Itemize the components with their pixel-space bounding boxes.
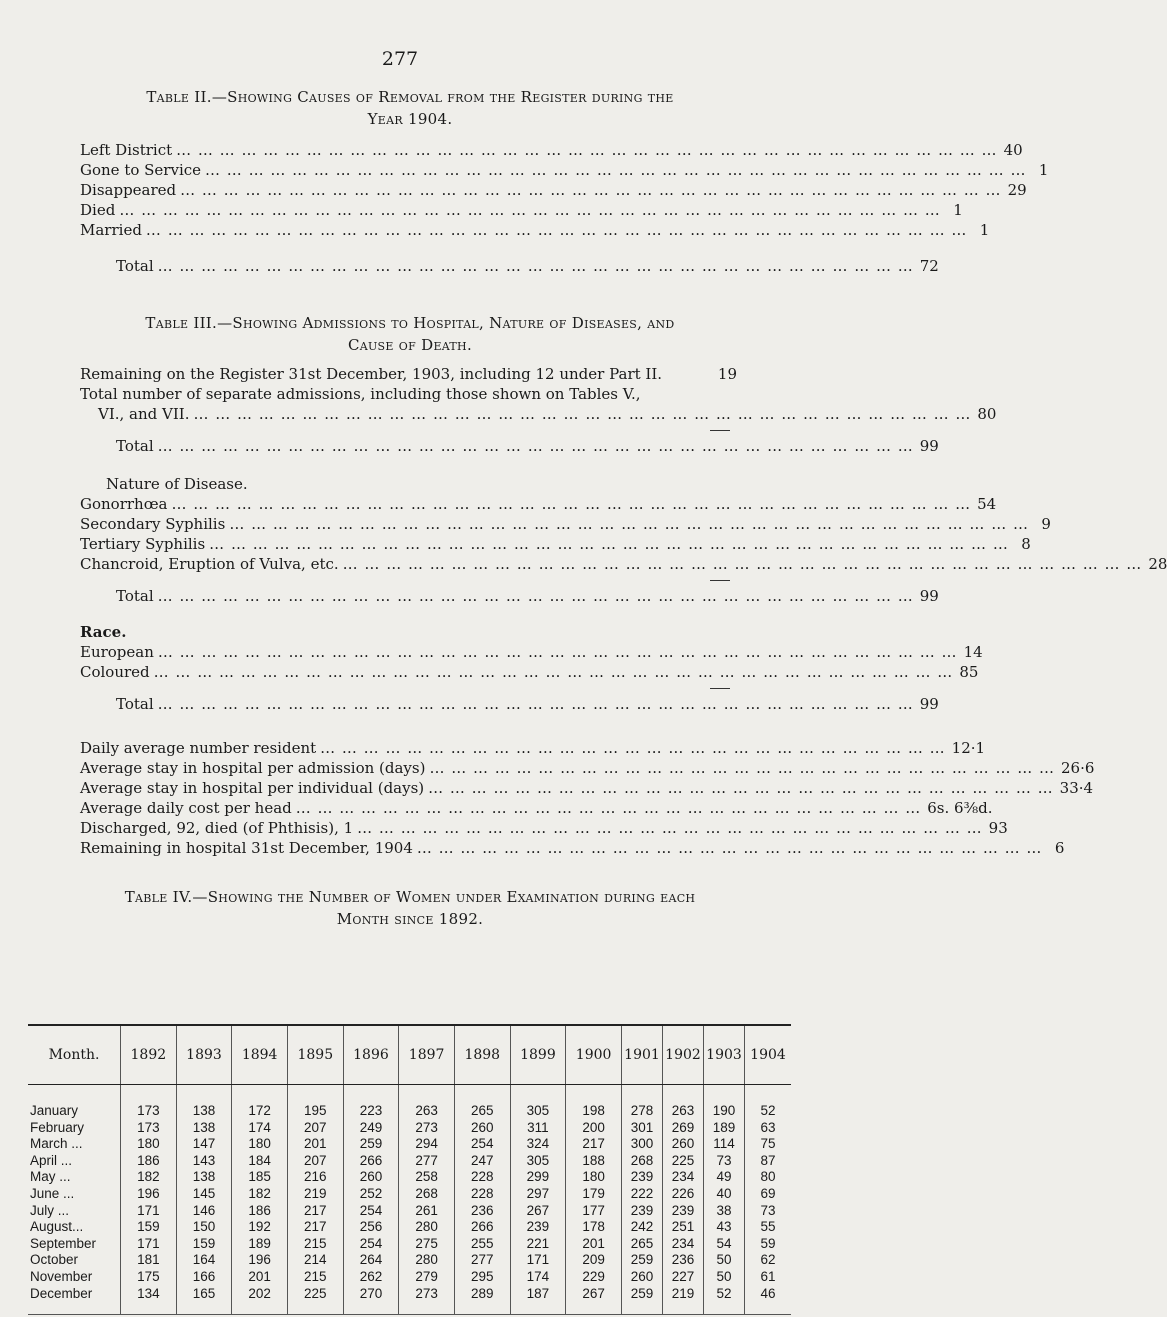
table-row (28, 1153, 791, 1170)
month-cell: December (28, 1286, 121, 1315)
value-cell: 273 (399, 1120, 455, 1137)
row-value: 93 (988, 819, 1008, 837)
value-cell: 261 (399, 1203, 455, 1220)
column-header: 1901 (622, 1025, 663, 1085)
value-cell: 221 (510, 1236, 566, 1253)
value-cell: 297 (510, 1186, 566, 1203)
value-cell: 196 (232, 1252, 288, 1269)
value-cell: 226 (663, 1186, 704, 1203)
month-cell: January (30, 1103, 79, 1118)
total-value: 99 (919, 587, 939, 605)
value-cell: 280 (399, 1219, 455, 1236)
total-value: 99 (919, 437, 939, 455)
row-value: 1 (953, 201, 963, 219)
value-cell: 324 (510, 1136, 566, 1153)
value-cell: 234 (663, 1169, 704, 1186)
value-cell: 268 (399, 1186, 455, 1203)
table2-title-line2: Year 1904. (367, 110, 453, 128)
row-label: Disappeared (80, 181, 177, 199)
value-cell: 263 (663, 1103, 704, 1120)
row-value: 26·6 (1060, 759, 1095, 777)
value-cell: 234 (663, 1236, 704, 1253)
table3-title-line2: Cause of Death. (347, 336, 473, 354)
value-cell: 189 (704, 1120, 745, 1137)
total-value: 72 (919, 257, 939, 275)
table2-title-line1: Table II.—Showing Causes of Removal from the Register during the (146, 88, 674, 106)
row-value: 28 (1148, 555, 1167, 573)
row-label: Died (80, 201, 116, 219)
value-cell: 256 (343, 1219, 399, 1236)
value-cell: 254 (454, 1136, 510, 1153)
value-cell: 73 (745, 1203, 792, 1220)
value-cell: 172 (232, 1103, 288, 1120)
value-cell: 254 (343, 1203, 399, 1220)
value-cell: 217 (287, 1203, 343, 1220)
value-cell: 260 (343, 1169, 399, 1186)
page-number: 277 (381, 48, 419, 70)
value-cell: 265 (622, 1236, 663, 1253)
value-cell: 268 (622, 1153, 663, 1170)
table4-title-line2: Month since 1892. (336, 910, 484, 928)
table-row (28, 1120, 791, 1137)
table4-title (80, 886, 740, 930)
value-cell: 239 (663, 1203, 704, 1220)
value-cell: 239 (510, 1219, 566, 1236)
value-cell: 209 (566, 1252, 622, 1269)
value-cell: 182 (121, 1169, 177, 1186)
value-cell: 301 (622, 1120, 663, 1137)
table-row (28, 1286, 791, 1315)
row-label: Daily average number resident (80, 739, 317, 757)
row-label: Coloured (80, 663, 150, 681)
value-cell: 145 (176, 1186, 232, 1203)
row-label: Gone to Service (80, 161, 202, 179)
race-row: European … … … … … … … … … … … … … … … … … … … … … … … … … … … … … … … … … … … … … 14 (80, 643, 983, 661)
nature-heading: Nature of Disease. (106, 475, 248, 493)
row-label: Gonorrhœa (80, 495, 168, 513)
row-label: Remaining in hospital 31st December, 1904 (80, 839, 413, 857)
disease-row: Tertiary Syphilis … … … … … … … … … … … … … … … … … … … … … … … … … … … … … … … … … … … … … 8 (80, 535, 1031, 553)
disease-row: Gonorrhœa … … … … … … … … … … … … … … … … … … … … … … … … … … … … … … … … … … … … … 54 (80, 495, 997, 513)
value-cell: 188 (566, 1153, 622, 1170)
row-label: Average daily cost per head (80, 799, 292, 817)
value-cell: 185 (232, 1169, 288, 1186)
column-header: 1895 (287, 1025, 343, 1085)
value-cell: 192 (232, 1219, 288, 1236)
value-cell: 87 (745, 1153, 792, 1170)
stat-row: Average daily cost per head … … … … … … … … … … … … … … … … … … … … … … … … … … … … … 6s. 6⅜d. (80, 799, 993, 817)
column-header: 1894 (232, 1025, 288, 1085)
table2-row: Died … … … … … … … … … … … … … … … … … … … … … … … … … … … … … … … … … … … … … … 1 (80, 201, 963, 219)
total-label: Total (116, 437, 154, 455)
value-cell: 263 (399, 1103, 455, 1120)
value-cell: 134 (121, 1286, 177, 1315)
value-cell: 305 (510, 1103, 566, 1120)
table3-total3-row: Total … … … … … … … … … … … … … … … … … … … … … … … … … … … … … … … … … … … 99 (116, 695, 939, 713)
column-header: 1899 (510, 1025, 566, 1085)
value-cell: 143 (176, 1153, 232, 1170)
value-cell: 267 (510, 1203, 566, 1220)
value-cell: 147 (176, 1136, 232, 1153)
row-value: 6 (1054, 839, 1065, 857)
value-cell: 219 (663, 1286, 704, 1315)
value-cell: 50 (704, 1269, 745, 1286)
table2-row: Disappeared … … … … … … … … … … … … … … … … … … … … … … … … … … … … … … … … … … … … … … 29 (80, 181, 1027, 199)
value-cell: 207 (287, 1153, 343, 1170)
value-cell: 255 (454, 1236, 510, 1253)
table-row (28, 1203, 791, 1220)
row-value: 85 (959, 663, 979, 681)
value-cell: 184 (232, 1153, 288, 1170)
value-cell: 259 (622, 1252, 663, 1269)
value-cell: 305 (510, 1153, 566, 1170)
table-row (28, 1103, 791, 1120)
value-cell: 179 (566, 1186, 622, 1203)
value-cell: 269 (663, 1120, 704, 1137)
value-cell: 196 (121, 1186, 177, 1203)
value-cell: 175 (121, 1269, 177, 1286)
value-cell: 171 (121, 1203, 177, 1220)
table-row (28, 1219, 791, 1236)
value-cell: 266 (343, 1153, 399, 1170)
value-cell: 177 (566, 1203, 622, 1220)
table4-title-line1: Table IV.—Showing the Number of Women under Examination during each (124, 888, 696, 906)
row-label: Average stay in hospital per admission (days) (80, 759, 426, 777)
value-cell: 266 (454, 1219, 510, 1236)
value-cell: 225 (663, 1153, 704, 1170)
value-cell: 267 (566, 1286, 622, 1315)
value-cell: 249 (343, 1120, 399, 1137)
value-cell: 228 (454, 1169, 510, 1186)
row-value: 6s. 6⅜d. (927, 799, 993, 817)
value-cell: 217 (566, 1136, 622, 1153)
value-cell: 49 (704, 1169, 745, 1186)
column-header: 1898 (454, 1025, 510, 1085)
value-cell: 55 (745, 1219, 792, 1236)
value-cell: 201 (287, 1136, 343, 1153)
value-cell: 223 (343, 1103, 399, 1120)
value-cell: 265 (454, 1103, 510, 1120)
column-header: 1900 (566, 1025, 622, 1085)
value-cell: 62 (745, 1252, 792, 1269)
row-label: Chancroid, Eruption of Vulva, etc. (80, 555, 339, 573)
value-cell: 178 (566, 1219, 622, 1236)
value-cell: 279 (399, 1269, 455, 1286)
table3-total2-row: Total … … … … … … … … … … … … … … … … … … … … … … … … … … … … … … … … … … … 99 (116, 587, 939, 605)
value-cell: 227 (663, 1269, 704, 1286)
admissions-value: 80 (977, 405, 997, 423)
value-cell: 260 (454, 1120, 510, 1137)
value-cell: 171 (121, 1236, 177, 1253)
value-cell: 280 (399, 1252, 455, 1269)
value-cell: 180 (121, 1136, 177, 1153)
value-cell: 190 (704, 1103, 745, 1120)
value-cell: 173 (121, 1103, 177, 1120)
table-row (28, 1252, 791, 1269)
value-cell: 182 (232, 1186, 288, 1203)
stat-row: Average stay in hospital per admission (days) … … … … … … … … … … … … … … … … … … … … … … … … … … … … … 26·6 (80, 759, 1095, 777)
value-cell: 311 (510, 1120, 566, 1137)
value-cell: 159 (176, 1236, 232, 1253)
value-cell: 254 (343, 1236, 399, 1253)
value-cell: 277 (399, 1153, 455, 1170)
table2-row: Married … … … … … … … … … … … … … … … … … … … … … … … … … … … … … … … … … … … … … … 1 (80, 221, 990, 239)
stat-row: Remaining in hospital 31st December, 1904 … … … … … … … … … … … … … … … … … … … … … … … … … … … … … 6 (80, 839, 1065, 857)
value-cell: 165 (176, 1286, 232, 1315)
value-cell: 52 (745, 1103, 792, 1120)
value-cell: 270 (343, 1286, 399, 1315)
stat-row: Average stay in hospital per individual (days) … … … … … … … … … … … … … … … … … … … … … … … … … … … … … 33·4 (80, 779, 1094, 797)
value-cell: 225 (287, 1286, 343, 1315)
month-cell: February (30, 1119, 85, 1135)
value-cell: 252 (343, 1186, 399, 1203)
column-header: 1903 (704, 1025, 745, 1085)
row-value: 8 (1021, 535, 1031, 553)
disease-row: Chancroid, Eruption of Vulva, etc. … … … … … … … … … … … … … … … … … … … … … … … … … … … … … … … … … … … … … 28 (80, 555, 1167, 573)
value-cell: 138 (176, 1120, 232, 1137)
table3-title-line1: Table III.—Showing Admissions to Hospital, Nature of Diseases, and (145, 314, 675, 332)
value-cell: 180 (566, 1169, 622, 1186)
stat-row: Daily average number resident … … … … … … … … … … … … … … … … … … … … … … … … … … … … … 12·1 (80, 739, 986, 757)
value-cell: 207 (287, 1120, 343, 1137)
row-value: 54 (977, 495, 997, 513)
month-cell: March ... (30, 1136, 83, 1152)
value-cell: 174 (510, 1269, 566, 1286)
admissions-line2: VI., and VII. (98, 405, 190, 423)
column-header: 1893 (176, 1025, 232, 1085)
value-cell: 214 (287, 1252, 343, 1269)
value-cell: 138 (176, 1103, 232, 1120)
table2-row: Left District … … … … … … … … … … … … … … … … … … … … … … … … … … … … … … … … … … … … … … 40 (80, 141, 1023, 159)
column-header: 1892 (121, 1025, 177, 1085)
row-label: Left District (80, 141, 173, 159)
value-cell: 216 (287, 1169, 343, 1186)
table2-row: Gone to Service … … … … … … … … … … … … … … … … … … … … … … … … … … … … … … … … … … … … … … 1 (80, 161, 1049, 179)
value-cell: 171 (510, 1252, 566, 1269)
value-cell: 262 (343, 1269, 399, 1286)
table2-total-row: Total … … … … … … … … … … … … … … … … … … … … … … … … … … … … … … … … … … … 72 (116, 257, 939, 275)
value-cell: 52 (704, 1286, 745, 1315)
value-cell: 294 (399, 1136, 455, 1153)
race-row: Coloured … … … … … … … … … … … … … … … … … … … … … … … … … … … … … … … … … … … … … 85 (80, 663, 979, 681)
table4-examinations (28, 1024, 791, 1315)
column-header: 1902 (663, 1025, 704, 1085)
remaining-value: 19 (717, 365, 737, 383)
month-cell: October (30, 1252, 79, 1268)
row-value: 40 (1003, 141, 1023, 159)
total-value: 99 (919, 695, 939, 713)
admissions-line1: Total number of separate admissions, including those shown on Tables V., (80, 385, 641, 403)
value-cell: 174 (232, 1120, 288, 1137)
month-cell: May ... (30, 1169, 71, 1185)
value-cell: 228 (454, 1186, 510, 1203)
row-value: 12·1 (951, 739, 986, 757)
value-cell: 258 (399, 1169, 455, 1186)
value-cell: 63 (745, 1120, 792, 1137)
table-row (28, 1186, 791, 1203)
value-cell: 217 (287, 1219, 343, 1236)
total-label: Total (116, 695, 154, 713)
value-cell: 277 (454, 1252, 510, 1269)
column-header: 1904 (745, 1025, 792, 1085)
table3-total1-row: Total … … … … … … … … … … … … … … … … … … … … … … … … … … … … … … … … … … … 99 (116, 437, 939, 455)
value-cell: 289 (454, 1286, 510, 1315)
row-value: 1 (1038, 161, 1049, 179)
value-cell: 259 (343, 1136, 399, 1153)
row-label: Tertiary Syphilis (80, 535, 206, 553)
value-cell: 222 (622, 1186, 663, 1203)
value-cell: 186 (121, 1153, 177, 1170)
column-header: 1897 (399, 1025, 455, 1085)
row-label: Average stay in hospital per individual (days) (80, 779, 425, 797)
admissions-row: VI., and VII. … … … … … … … … … … … … … … … … … … … … … … … … … … … … … … … … … … … … 80 (98, 405, 997, 423)
table-row (28, 1269, 791, 1286)
value-cell: 40 (704, 1186, 745, 1203)
row-value: 1 (979, 221, 990, 239)
value-cell: 181 (121, 1252, 177, 1269)
value-cell: 299 (510, 1169, 566, 1186)
value-cell: 219 (287, 1186, 343, 1203)
value-cell: 251 (663, 1219, 704, 1236)
value-cell: 229 (566, 1269, 622, 1286)
month-cell: November (30, 1268, 93, 1284)
column-header: Month. (28, 1025, 121, 1085)
row-label: Discharged, 92, died (of Phthisis), 1 (80, 819, 354, 837)
row-value: 29 (1007, 181, 1027, 199)
value-cell: 239 (622, 1169, 663, 1186)
total-label: Total (116, 587, 154, 605)
race-heading: Race. (80, 623, 127, 641)
value-cell: 61 (745, 1269, 792, 1286)
month-cell: June ... (30, 1185, 75, 1201)
value-cell: 201 (566, 1236, 622, 1253)
total-label: Total (116, 257, 154, 275)
value-cell: 187 (510, 1286, 566, 1315)
table-row (28, 1169, 791, 1186)
disease-row: Secondary Syphilis … … … … … … … … … … … … … … … … … … … … … … … … … … … … … … … … … … … … … 9 (80, 515, 1051, 533)
value-cell: 242 (622, 1219, 663, 1236)
value-cell: 73 (704, 1153, 745, 1170)
stat-row: Discharged, 92, died (of Phthisis), 1 … … … … … … … … … … … … … … … … … … … … … … … … … … … … … 93 (80, 819, 1008, 837)
value-cell: 300 (622, 1136, 663, 1153)
value-cell: 46 (745, 1286, 792, 1315)
value-cell: 236 (663, 1252, 704, 1269)
value-cell: 43 (704, 1219, 745, 1236)
value-cell: 259 (622, 1286, 663, 1315)
value-cell: 59 (745, 1236, 792, 1253)
value-cell: 260 (622, 1269, 663, 1286)
value-cell: 239 (622, 1203, 663, 1220)
value-cell: 260 (663, 1136, 704, 1153)
value-cell: 186 (232, 1203, 288, 1220)
value-cell: 75 (745, 1136, 792, 1153)
table-row (28, 1136, 791, 1153)
value-cell: 295 (454, 1269, 510, 1286)
remaining-label: Remaining on the Register 31st December, 1903, including 12 under Part II. (80, 365, 663, 383)
value-cell: 180 (232, 1136, 288, 1153)
value-cell: 189 (232, 1236, 288, 1253)
table2-title (80, 86, 740, 130)
value-cell: 69 (745, 1186, 792, 1203)
value-cell: 236 (454, 1203, 510, 1220)
value-cell: 164 (176, 1252, 232, 1269)
value-cell: 50 (704, 1252, 745, 1269)
value-cell: 80 (745, 1169, 792, 1186)
value-cell: 138 (176, 1169, 232, 1186)
value-cell: 275 (399, 1236, 455, 1253)
value-cell: 201 (232, 1269, 288, 1286)
month-cell: September (30, 1235, 97, 1251)
column-header: 1896 (343, 1025, 399, 1085)
row-value: 14 (963, 643, 983, 661)
value-cell: 200 (566, 1120, 622, 1137)
row-label: European (80, 643, 154, 661)
value-cell: 202 (232, 1286, 288, 1315)
table-row (28, 1236, 791, 1253)
value-cell: 38 (704, 1203, 745, 1220)
value-cell: 195 (287, 1103, 343, 1120)
value-cell: 146 (176, 1203, 232, 1220)
value-cell: 159 (121, 1219, 177, 1236)
value-cell: 173 (121, 1120, 177, 1137)
value-cell: 198 (566, 1103, 622, 1120)
value-cell: 278 (622, 1103, 663, 1120)
remaining-row (80, 364, 737, 384)
row-value: 33·4 (1059, 779, 1094, 797)
value-cell: 54 (704, 1236, 745, 1253)
table4-header-row (28, 1025, 791, 1085)
row-label: Secondary Syphilis (80, 515, 226, 533)
month-cell: July ... (30, 1202, 70, 1218)
value-cell: 114 (704, 1136, 745, 1153)
value-cell: 215 (287, 1269, 343, 1286)
value-cell: 215 (287, 1236, 343, 1253)
value-cell: 247 (454, 1153, 510, 1170)
table3-title (80, 312, 740, 356)
value-cell: 264 (343, 1252, 399, 1269)
value-cell: 273 (399, 1286, 455, 1315)
row-label: Married (80, 221, 142, 239)
value-cell: 166 (176, 1269, 232, 1286)
value-cell: 150 (176, 1219, 232, 1236)
month-cell: April ... (30, 1152, 73, 1168)
row-value: 9 (1041, 515, 1051, 533)
month-cell: August... (30, 1219, 84, 1235)
